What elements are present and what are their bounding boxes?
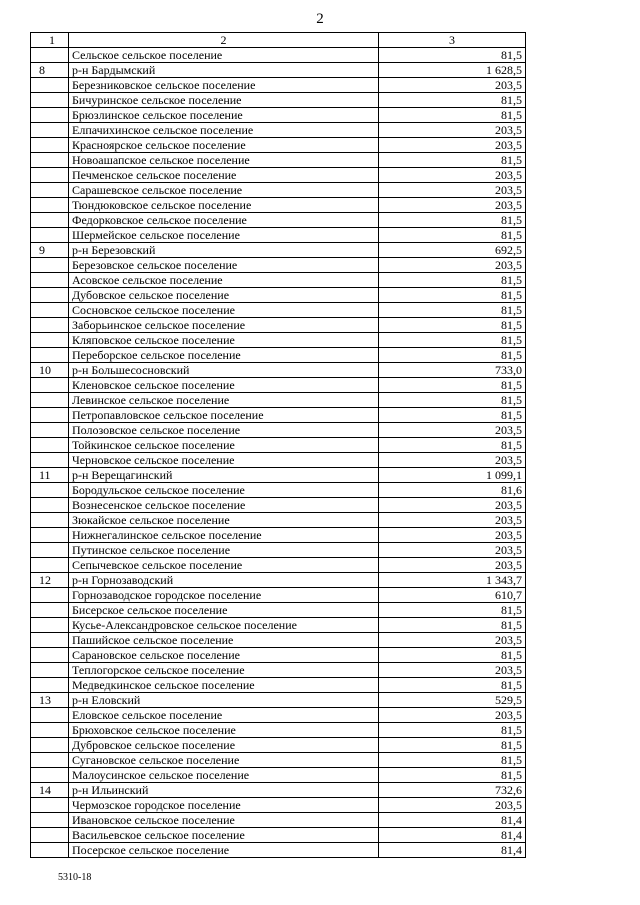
row-number-cell: 8 [31,63,69,78]
settlement-name-cell: Дубовское сельское поселение [69,288,379,303]
settlement-name-cell: Асовское сельское поселение [69,273,379,288]
row-number-cell [31,108,69,123]
settlement-name-cell: Березниковское сельское поселение [69,78,379,93]
settlement-name-cell: Кленовское сельское поселение [69,378,379,393]
row-number-cell [31,393,69,408]
settlement-name-cell: Кусье-Александровское сельское поселение [69,618,379,633]
table-row [31,558,526,573]
table-row [31,483,526,498]
settlement-name-cell: Петропавловское сельское поселение [69,408,379,423]
settlement-name-cell: Переборское сельское поселение [69,348,379,363]
row-number-cell [31,708,69,723]
settlement-name-cell: Горнозаводское городское поселение [69,588,379,603]
settlement-name-cell: Федорковское сельское поселение [69,213,379,228]
row-number-cell [31,813,69,828]
table-row [31,303,526,318]
row-number-cell [31,408,69,423]
table-row [31,393,526,408]
settlement-name-cell: Сарашевское сельское поселение [69,183,379,198]
row-number-cell [31,738,69,753]
table-row [31,183,526,198]
settlement-name-cell: Сугановское сельское поселение [69,753,379,768]
amount-cell: 81,5 [379,48,526,63]
row-number-cell [31,603,69,618]
settlement-name-cell: Черновское сельское поселение [69,453,379,468]
amount-cell: 81,5 [379,603,526,618]
table-row [31,798,526,813]
settlement-name-cell: Пашийское сельское поселение [69,633,379,648]
table-row [31,423,526,438]
amount-cell: 1 099,1 [379,468,526,483]
amount-cell: 81,5 [379,288,526,303]
amount-cell: 203,5 [379,423,526,438]
row-number-cell [31,528,69,543]
row-number-cell [31,648,69,663]
row-number-cell [31,48,69,63]
settlement-name-cell: р-н Бардымский [69,63,379,78]
row-number-cell [31,828,69,843]
row-number-cell [31,303,69,318]
settlement-name-cell: Теплогорское сельское поселение [69,663,379,678]
row-number-cell [31,633,69,648]
amount-cell: 203,5 [379,633,526,648]
table-row [31,603,526,618]
allocation-table [30,32,526,858]
row-number-cell: 13 [31,693,69,708]
settlement-name-cell: Сельское сельское поселение [69,48,379,63]
table-row [31,378,526,393]
settlement-name-cell: Кляповское сельское поселение [69,333,379,348]
row-number-cell [31,543,69,558]
row-number-cell [31,768,69,783]
table-row [31,498,526,513]
settlement-name-cell: Шермейское сельское поселение [69,228,379,243]
amount-cell: 203,5 [379,513,526,528]
row-number-cell: 14 [31,783,69,798]
settlement-name-cell: Березовское сельское поселение [69,258,379,273]
settlement-name-cell: Бичуринское сельское поселение [69,93,379,108]
table-row [31,138,526,153]
column-header-2: 2 [69,33,379,48]
amount-cell: 81,5 [379,333,526,348]
table-row [31,708,526,723]
table-row [31,123,526,138]
district-row [31,63,526,78]
table-row [31,588,526,603]
settlement-name-cell: Нижнегалинское сельское поселение [69,528,379,543]
table-row [31,273,526,288]
amount-cell: 81,5 [379,408,526,423]
table-row [31,633,526,648]
row-number-cell [31,228,69,243]
table-row [31,453,526,468]
table-row [31,543,526,558]
settlement-name-cell: Путинское сельское поселение [69,543,379,558]
table-row [31,288,526,303]
row-number-cell [31,348,69,363]
settlement-name-cell: Бородульское сельское поселение [69,483,379,498]
table-row [31,228,526,243]
table-row [31,48,526,63]
amount-cell: 81,5 [379,723,526,738]
settlement-name-cell: Бисерское сельское поселение [69,603,379,618]
amount-cell: 203,5 [379,183,526,198]
settlement-name-cell: Дубровское сельское поселение [69,738,379,753]
table-row [31,213,526,228]
row-number-cell [31,663,69,678]
amount-cell: 81,5 [379,213,526,228]
table-row [31,318,526,333]
district-row [31,573,526,588]
settlement-name-cell: Заборьинское сельское поселение [69,318,379,333]
table-row [31,528,526,543]
settlement-name-cell: Сарановское сельское поселение [69,648,379,663]
district-row [31,363,526,378]
amount-cell: 81,5 [379,618,526,633]
amount-cell: 81,4 [379,828,526,843]
amount-cell: 81,5 [379,153,526,168]
table-row [31,843,526,858]
row-number-cell [31,798,69,813]
table-row [31,738,526,753]
table-row [31,168,526,183]
district-row [31,693,526,708]
amount-cell: 203,5 [379,78,526,93]
column-header-3: 3 [379,33,526,48]
settlement-name-cell: Вознесенское сельское поселение [69,498,379,513]
amount-cell: 203,5 [379,558,526,573]
row-number-cell [31,498,69,513]
row-number-cell [31,378,69,393]
amount-cell: 81,4 [379,813,526,828]
row-number-cell [31,168,69,183]
amount-cell: 81,5 [379,348,526,363]
amount-cell: 81,5 [379,93,526,108]
settlement-name-cell: Тойкинское сельское поселение [69,438,379,453]
district-row [31,468,526,483]
table-row [31,438,526,453]
amount-cell: 81,5 [379,303,526,318]
amount-cell: 81,5 [379,273,526,288]
table-row [31,678,526,693]
amount-cell: 81,5 [379,393,526,408]
amount-cell: 81,5 [379,318,526,333]
amount-cell: 1 628,5 [379,63,526,78]
amount-cell: 81,5 [379,768,526,783]
row-number-cell [31,183,69,198]
table-row [31,768,526,783]
table-row [31,753,526,768]
amount-cell: 203,5 [379,453,526,468]
settlement-name-cell: Елпачихинское сельское поселение [69,123,379,138]
district-row [31,243,526,258]
amount-cell: 203,5 [379,498,526,513]
settlement-name-cell: Сосновское сельское поселение [69,303,379,318]
amount-cell: 203,5 [379,168,526,183]
table-row [31,813,526,828]
amount-cell: 203,5 [379,123,526,138]
amount-cell: 81,5 [379,108,526,123]
settlement-name-cell: Малоусинское сельское поселение [69,768,379,783]
row-number-cell [31,678,69,693]
table-row [31,93,526,108]
settlement-name-cell: р-н Ильинский [69,783,379,798]
row-number-cell [31,723,69,738]
amount-cell: 203,5 [379,258,526,273]
table-header-row [31,33,526,48]
settlement-name-cell: Васильевское сельское поселение [69,828,379,843]
settlement-name-cell: Брюховское сельское поселение [69,723,379,738]
row-number-cell [31,588,69,603]
row-number-cell [31,288,69,303]
amount-cell: 610,7 [379,588,526,603]
row-number-cell [31,123,69,138]
settlement-name-cell: Красноярское сельское поселение [69,138,379,153]
table-row [31,408,526,423]
row-number-cell [31,198,69,213]
table-row [31,78,526,93]
table-body [31,33,526,858]
row-number-cell [31,213,69,228]
row-number-cell [31,753,69,768]
amount-cell: 203,5 [379,798,526,813]
amount-cell: 732,6 [379,783,526,798]
amount-cell: 203,5 [379,708,526,723]
amount-cell: 203,5 [379,528,526,543]
row-number-cell [31,453,69,468]
row-number-cell [31,138,69,153]
table-row [31,828,526,843]
amount-cell: 81,5 [379,648,526,663]
settlement-name-cell: Тюндюковское сельское поселение [69,198,379,213]
district-row [31,783,526,798]
amount-cell: 81,6 [379,483,526,498]
row-number-cell: 9 [31,243,69,258]
amount-cell: 203,5 [379,138,526,153]
table-row [31,513,526,528]
amount-cell: 81,5 [379,678,526,693]
table-row [31,198,526,213]
table-row [31,333,526,348]
settlement-name-cell: Посерское сельское поселение [69,843,379,858]
amount-cell: 81,4 [379,843,526,858]
row-number-cell: 11 [31,468,69,483]
settlement-name-cell: Зюкайское сельское поселение [69,513,379,528]
amount-cell: 81,5 [379,753,526,768]
settlement-name-cell: р-н Горнозаводский [69,573,379,588]
amount-cell: 692,5 [379,243,526,258]
settlement-name-cell: Чермозское городское поселение [69,798,379,813]
settlement-name-cell: Левинское сельское поселение [69,393,379,408]
row-number-cell [31,153,69,168]
amount-cell: 203,5 [379,198,526,213]
amount-cell: 529,5 [379,693,526,708]
table-row [31,618,526,633]
settlement-name-cell: Брюзлинское сельское поселение [69,108,379,123]
row-number-cell [31,93,69,108]
settlement-name-cell: Полозовское сельское поселение [69,423,379,438]
settlement-name-cell: р-н Еловский [69,693,379,708]
row-number-cell [31,78,69,93]
amount-cell: 81,5 [379,738,526,753]
row-number-cell [31,438,69,453]
row-number-cell [31,843,69,858]
row-number-cell [31,558,69,573]
row-number-cell: 10 [31,363,69,378]
amount-cell: 203,5 [379,663,526,678]
table-row [31,258,526,273]
row-number-cell [31,258,69,273]
row-number-cell [31,273,69,288]
amount-cell: 81,5 [379,438,526,453]
table-row [31,723,526,738]
row-number-cell: 12 [31,573,69,588]
settlement-name-cell: Новоашапское сельское поселение [69,153,379,168]
settlement-name-cell: р-н Березовский [69,243,379,258]
settlement-name-cell: р-н Верещагинский [69,468,379,483]
amount-cell: 81,5 [379,378,526,393]
amount-cell: 733,0 [379,363,526,378]
table-row [31,348,526,363]
table-row [31,108,526,123]
settlement-name-cell: Ивановское сельское поселение [69,813,379,828]
settlement-name-cell: Еловское сельское поселение [69,708,379,723]
amount-cell: 1 343,7 [379,573,526,588]
table-row [31,648,526,663]
row-number-cell [31,333,69,348]
page-number: 2 [316,11,324,27]
document-code: 5310-18 [58,872,92,883]
settlement-name-cell: р-н Большесосновский [69,363,379,378]
row-number-cell [31,618,69,633]
column-header-1: 1 [31,33,69,48]
settlement-name-cell: Сепычевское сельское поселение [69,558,379,573]
row-number-cell [31,318,69,333]
settlement-name-cell: Медведкинское сельское поселение [69,678,379,693]
settlement-name-cell: Печменское сельское поселение [69,168,379,183]
row-number-cell [31,423,69,438]
table-row [31,663,526,678]
row-number-cell [31,483,69,498]
row-number-cell [31,513,69,528]
table-row [31,153,526,168]
amount-cell: 203,5 [379,543,526,558]
amount-cell: 81,5 [379,228,526,243]
